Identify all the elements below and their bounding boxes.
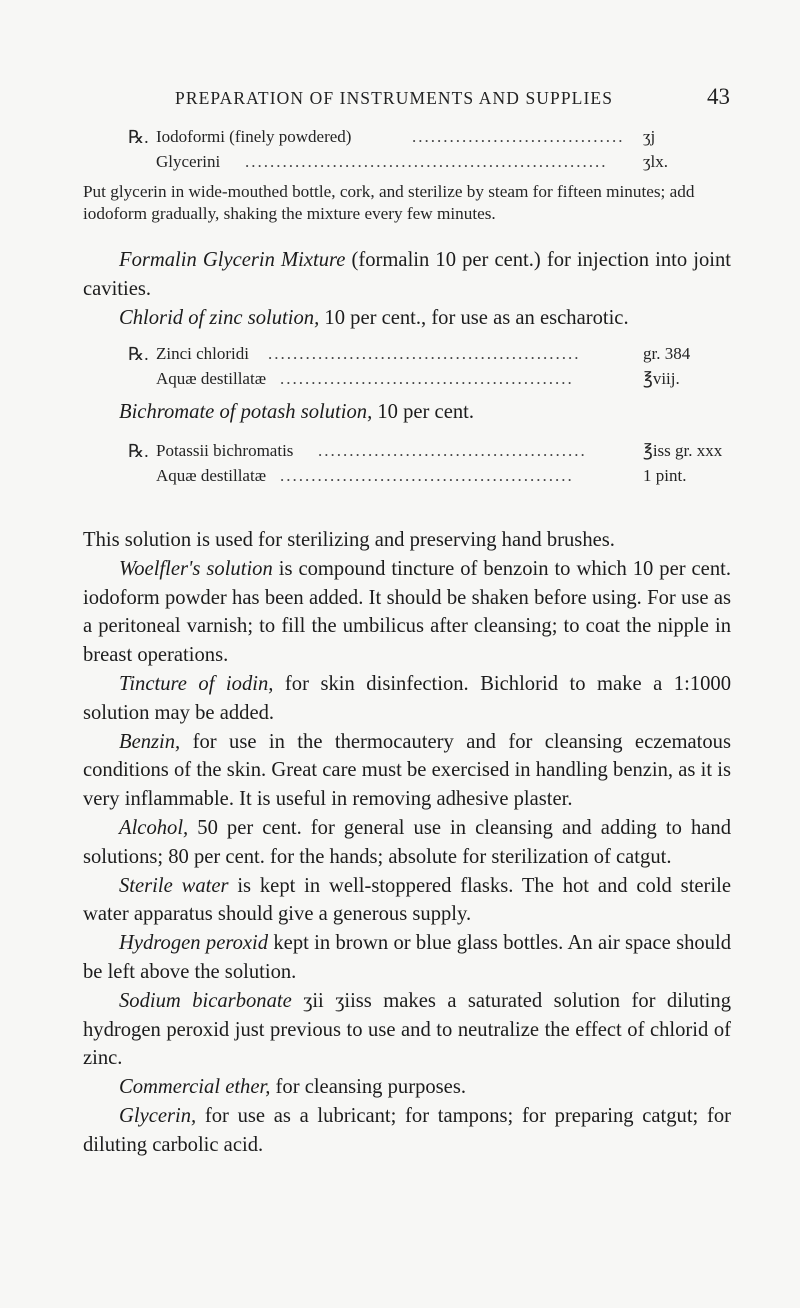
paragraph — [83, 526, 731, 555]
paragraph-lead: Sodium bicarbonate — [119, 989, 292, 1012]
formalin-term: Formalin Glycerin Mixture — [119, 249, 346, 271]
rx-ingredient: Iodoformi (finely powdered) — [156, 127, 352, 146]
paragraph-lead: Hydrogen peroxid — [119, 932, 269, 955]
formalin-text: (formalin 10 per cent.) for injection into joint cavities. — [83, 249, 731, 300]
chlorid-term: Chlorid of zinc solution, — [119, 307, 320, 329]
paragraph-text: for use as a lubricant; for tampons; for preparing catgut; for diluting carbolic acid. — [83, 1104, 731, 1156]
rx-line — [0, 441, 800, 465]
rx-line — [0, 344, 800, 368]
rx-amount: gr. 384 — [643, 344, 691, 363]
paragraph-lead: Alcohol, — [119, 816, 189, 839]
rx-amount: ℥iss gr. xxx — [643, 441, 723, 460]
paragraph-lead: Benzin, — [119, 730, 181, 753]
paragraph — [83, 987, 731, 1073]
rx-line — [0, 466, 800, 490]
paragraph — [83, 670, 731, 728]
main-text — [83, 526, 731, 1160]
leader-dots: ............................................... — [280, 369, 574, 388]
paragraph-text: for cleansing purposes. — [270, 1076, 466, 1099]
formalin-paragraph — [83, 246, 731, 304]
running-header — [175, 86, 730, 116]
bichromate-term: Bichromate of potash solution, — [119, 401, 373, 423]
rx-symbol: ℞. — [128, 344, 149, 364]
leader-dots: ............................................... — [280, 466, 574, 485]
leader-dots: ........................................... — [318, 441, 587, 460]
rx-ingredient: Glycerini — [156, 152, 221, 171]
rx-ingredient: Aquæ destillatæ — [156, 466, 267, 485]
bichromate-paragraph — [83, 398, 731, 427]
paragraph-text: ʒii ʒiiss makes a saturated solution for diluting hydrogen peroxid just previous to use and to neutralize the effect of chlorid of zinc. — [83, 989, 732, 1070]
bichromate-text: 10 per cent. — [372, 401, 475, 423]
paragraph-lead: Tincture of iodin, — [119, 672, 274, 695]
chlorid-paragraph — [83, 304, 731, 333]
leader-dots: .................................................. — [268, 344, 581, 363]
rx-line — [0, 127, 800, 151]
rx-ingredient: Aquæ destillatæ — [156, 369, 267, 388]
paragraph — [83, 555, 731, 670]
paragraph-lead: Woelfler's solution — [119, 557, 273, 580]
paragraph — [83, 728, 731, 814]
paragraph-text: is kept in well-stoppered flasks. The hot and cold sterile water apparatus should give a generous supply. — [83, 874, 731, 926]
rx-amount: ℥viij. — [643, 369, 680, 388]
paragraph-lead: Sterile water — [119, 874, 229, 897]
leader-dots: .......................................................... — [245, 152, 608, 171]
rx-line — [0, 369, 800, 393]
rx-amount: 1 pint. — [643, 466, 687, 485]
paragraph-text: for use in the thermocautery and for cleansing eczematous conditions of the skin. Great care must be exercised in handling benzin, as it is very inflammable. It is useful in removing adhesive plaster. — [83, 730, 731, 811]
iodoform-note: Put glycerin in wide-mouthed bottle, cork, and sterilize by steam for fifteen minutes; add iodoform gradually, shaking the mixture every few minutes. — [83, 182, 695, 223]
paragraph-text: is compound tincture of benzoin to which 10 per cent. iodoform powder has been added. It should be shaken before using. For use as a peritoneal varnish; to fill the umbilicus after cleansing; to coat the nipple in breast operations. — [83, 557, 731, 667]
page-number: 43 — [707, 84, 730, 109]
paragraph-lead: Commercial ether, — [119, 1076, 271, 1099]
leader-dots: .................................. — [412, 127, 625, 146]
header-title: PREPARATION OF INSTRUMENTS AND SUPPLIES — [175, 88, 614, 108]
paragraph-text: kept in brown or blue glass bottles. An air space should be left above the solution. — [83, 932, 731, 983]
paragraph — [83, 929, 731, 987]
paragraph-text: for skin disinfection. Bichlorid to make a 1:1000 solution may be added. — [83, 672, 732, 724]
rx-line — [0, 152, 800, 176]
rx-ingredient: Zinci chloridi — [156, 344, 250, 363]
paragraph-text: This solution is used for sterilizing and preserving hand brushes. — [83, 529, 615, 551]
rx-ingredient: Potassii bichromatis — [156, 441, 294, 460]
chlorid-text: 10 per cent., for use as an escharotic. — [319, 307, 629, 329]
paragraph — [83, 1073, 731, 1102]
rx-symbol: ℞. — [128, 127, 149, 147]
paragraph-text: 50 per cent. for general use in cleansing and adding to hand solutions; 80 per cent. for the hands; absolute for sterilization of catgut. — [83, 816, 731, 868]
paragraph — [83, 814, 731, 872]
paragraph — [83, 1102, 731, 1160]
rx-amount: ʒlx. — [643, 152, 669, 171]
rx-symbol: ℞. — [128, 441, 149, 461]
paragraph — [83, 872, 731, 930]
rx-amount: ʒj — [643, 127, 656, 146]
paragraph-lead: Glycerin, — [119, 1104, 197, 1127]
